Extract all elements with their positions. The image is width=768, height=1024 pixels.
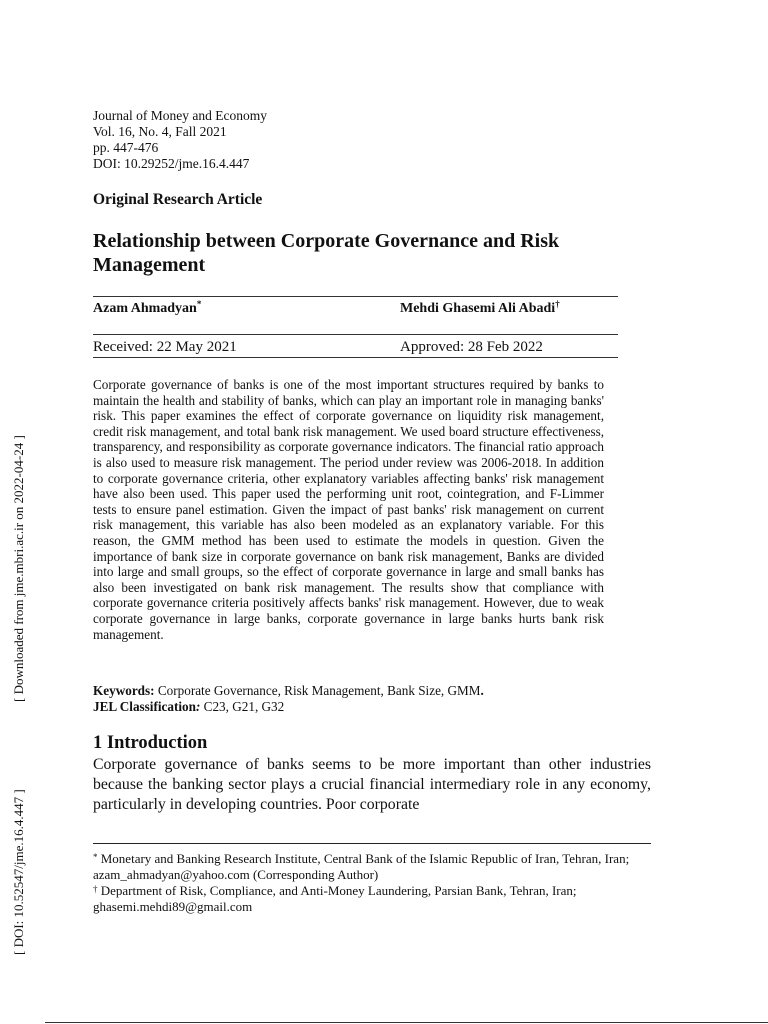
divider-top: [93, 296, 618, 297]
journal-name: Journal of Money and Economy: [93, 108, 267, 123]
footnote-2-text: Department of Risk, Compliance, and Anti-Money Laundering, Parsian Bank, Tehran, Iran; ghasemi.mehdi89@gmail.com: [93, 883, 577, 914]
keywords-value: Corporate Governance, Risk Management, Bank Size, GMM: [154, 683, 481, 698]
footnote-divider: [93, 843, 651, 844]
keywords-label: Keywords:: [93, 683, 155, 698]
author-1: [93, 301, 201, 317]
footnote-1-mark: *: [93, 852, 98, 862]
abstract-text: Corporate governance of banks is one of the most important structures required by banks to maintain the health and stability of banks, which can play an important role in managing banks' risk. This paper examines the effect of corporate governance on liquidity risk management, credit risk management, and total bank risk management. We used board structure effectiveness, transparency, and responsibility as corporate governance indicators. The financial ratio approach is also used to measure risk management. The period under review was 2006-2018. In addition to corporate governance criteria, other explanatory variables affecting banks' risk management have also been used. This paper used the performing unit root, cointegration, and F-Limmer tests to ensure panel estimation. Given the impact of past banks' risk management on current risk management, this variable has also been modeled as an explanatory variable. For this reason, the GMM method has been used to estimate the models in question. Given the importance of bank size in corporate governance on bank risk management, Banks are divided into large and small groups, so the effect of corporate governance in large and small banks has also been investigated on bank risk management. The results show that compliance with corporate governance criteria positively affects banks' risk management. However, due to weak corporate governance in large banks, corporate governance in large banks hurts bank risk management.: [93, 377, 604, 642]
download-stamp: [ Downloaded from jme.mbri.ac.ir on 2022-04-24 ]: [11, 435, 26, 702]
jel-colon: :: [195, 698, 201, 714]
author-1-name: Azam Ahmadyan: [93, 301, 197, 316]
jel-line: [93, 699, 484, 715]
divider-middle: [93, 334, 618, 335]
section-heading: 1 Introduction: [93, 733, 208, 753]
doi-stamp: [ DOI: 10.52547/jme.16.4.447 ]: [11, 789, 26, 955]
journal-volume: Vol. 16, No. 4, Fall 2021: [93, 124, 227, 139]
paper-title: Relationship between Corporate Governance and Risk Management: [93, 230, 560, 276]
footnote-2: [93, 883, 653, 915]
footnotes: [93, 851, 653, 915]
author-2-mark: †: [555, 299, 560, 309]
journal-info: [93, 108, 267, 172]
keywords-end: .: [480, 683, 484, 698]
approved-date: Approved: 28 Feb 2022: [400, 339, 543, 355]
introduction-text: Corporate governance of banks seems to be more important than other industries because the banking sector plays a crucial financial intermediary role in any economy, particularly in developing countries. Poor corporate: [93, 756, 651, 813]
footnote-2-mark: †: [93, 884, 98, 894]
footnote-1: [93, 851, 653, 883]
article-type: Original Research Article: [93, 191, 263, 208]
footnote-1-text: Monetary and Banking Research Institute, Central Bank of the Islamic Republic of Iran, Tehran, Iran; azam_ahmadyan@yahoo.com (Corresponding Author): [93, 851, 630, 882]
received-date: Received: 22 May 2021: [93, 339, 237, 355]
keywords-block: [93, 683, 484, 714]
jel-value: C23, G21, G32: [200, 698, 285, 714]
divider-bottom: [93, 357, 618, 358]
journal-doi: DOI: 10.29252/jme.16.4.447: [93, 156, 250, 171]
jel-label: JEL Classification: [93, 698, 196, 714]
author-2: [400, 301, 560, 317]
author-2-name: Mehdi Ghasemi Ali Abadi: [400, 301, 556, 316]
author-1-mark: *: [196, 299, 202, 309]
journal-pages: pp. 447-476: [93, 140, 159, 155]
keywords-line: [93, 683, 484, 699]
page-bottom-rule: [45, 1022, 768, 1023]
